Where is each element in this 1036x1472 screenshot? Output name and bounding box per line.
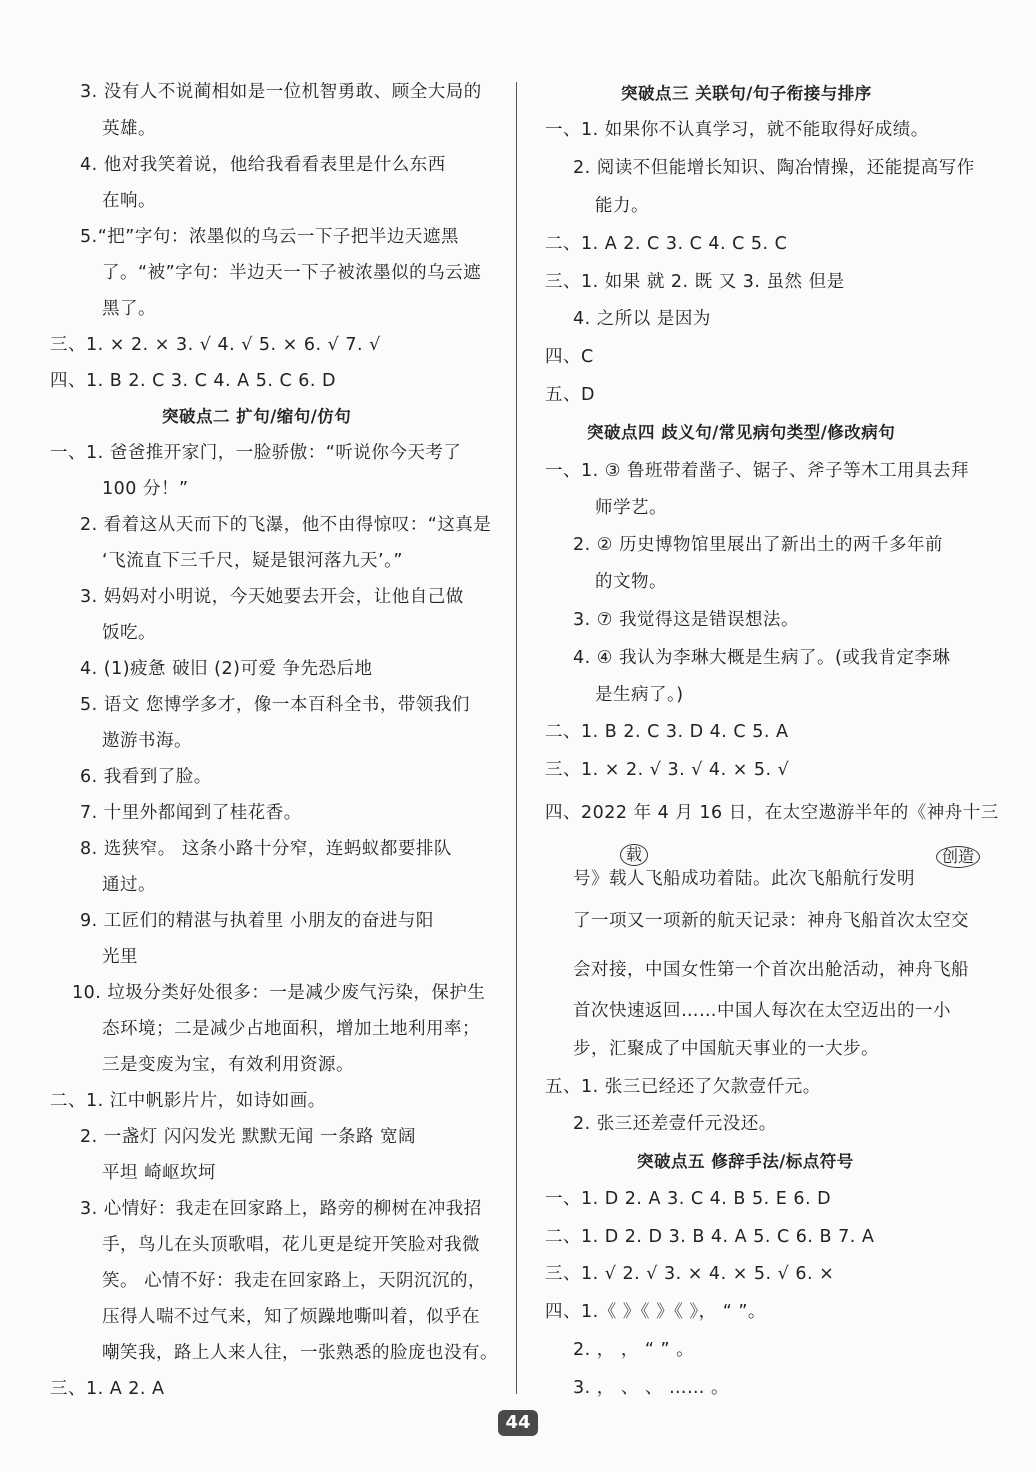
answer-line: 4. (1)疲惫 破旧 (2)可爱 争先恐后地 — [80, 659, 373, 679]
answer-line: 2. 阅读不但能增长知识、陶冶情操，还能提高写作 — [573, 158, 975, 178]
answer-line: 了一项又一项新的航天记录：神舟飞船首次太空交 — [573, 911, 969, 931]
answer-line: 黑了。 — [102, 299, 156, 319]
correction-chuangzao: 创造 — [936, 846, 980, 868]
answer-line: 二、1. 江中帆影片片，如诗如画。 — [50, 1091, 326, 1111]
answer-line: 8. 选狭窄。 这条小路十分窄，连蚂蚁都要排队 — [80, 839, 452, 859]
answer-line: 2. 看着这从天而下的飞瀑，他不由得惊叹：“这真是 — [80, 515, 492, 535]
answer-line: 四、1. B 2. C 3. C 4. A 5. C 6. D — [50, 371, 336, 391]
answer-line: 四、C — [545, 347, 594, 367]
answer-line: 三、1. × 2. √ 3. √ 4. × 5. √ — [545, 760, 790, 780]
answer-line: 5.“把”字句：浓墨似的乌云一下子把半边天遮黑 — [80, 227, 459, 247]
answer-line: 一、1. ③ 鲁班带着凿子、锯子、斧子等木工用具去拜 — [545, 461, 970, 481]
section-heading: 突破点五 修辞手法/标点符号 — [637, 1152, 854, 1171]
answer-line: 的文物。 — [595, 572, 667, 592]
answer-line: 三是变废为宝，有效利用资源。 — [102, 1055, 354, 1075]
answer-line: 通过。 — [102, 875, 156, 895]
answer-line: 饭吃。 — [102, 623, 156, 643]
answer-line: 光里 — [102, 947, 138, 967]
answer-line: 一、1. 爸爸推开家门，一脸骄傲：“听说你今天考了 — [50, 443, 462, 463]
answer-line: 10. 垃圾分类好处很多：一是减少废气污染，保护生 — [72, 983, 486, 1003]
answer-line: 9. 工匠们的精湛与执着里 小朋友的奋进与阳 — [80, 911, 434, 931]
answer-line: 压得人喘不过气来，知了烦躁地嘶叫着，似乎在 — [102, 1307, 480, 1327]
answer-line: 二、1. A 2. C 3. C 4. C 5. C — [545, 234, 788, 254]
answer-line: 英雄。 — [102, 119, 156, 139]
correction-zai: 载 — [620, 844, 648, 866]
answer-line: 7. 十里外都闻到了桂花香。 — [80, 803, 302, 823]
answer-line: 4. 之所以 是因为 — [573, 309, 711, 329]
answer-line: 首次快速返回……中国人每次在太空迈出的一小 — [573, 1001, 951, 1021]
answer-line: 100 分！” — [102, 479, 189, 499]
answer-line: 2. ， ， “ ” 。 — [573, 1340, 695, 1360]
answer-line: 二、1. B 2. C 3. D 4. C 5. A — [545, 722, 789, 742]
answer-line: 能力。 — [595, 196, 649, 216]
answer-line: 号》载人飞船成功着陆。此次飞船航行发明 — [573, 869, 915, 889]
answer-line: 遨游书海。 — [102, 731, 192, 751]
answer-line: ‘飞流直下三千尺，疑是银河落九天’。” — [102, 551, 403, 571]
answer-line: 4. ④ 我认为李琳大概是生病了。(或我肯定李琳 — [573, 648, 951, 668]
answer-line: 3. 妈妈对小明说，今天她要去开会，让他自己做 — [80, 587, 464, 607]
answer-line: 四、2022 年 4 月 16 日，在太空遨游半年的《神舟十三 — [545, 803, 999, 823]
answer-line: 嘲笑我，路上人来人往，一张熟悉的脸庞也没有。 — [102, 1343, 498, 1363]
answer-line: 5. 语文 您博学多才，像一本百科全书，带领我们 — [80, 695, 470, 715]
answer-line: 三、1. √ 2. √ 3. × 4. × 5. √ 6. × — [545, 1264, 835, 1284]
page-number: 44 — [498, 1410, 538, 1436]
answer-line: 了。“被”字句：半边天一下子被浓墨似的乌云遮 — [102, 263, 482, 283]
column-divider — [516, 82, 517, 1394]
answer-line: 在响。 — [102, 191, 156, 211]
answer-line: 二、1. D 2. D 3. B 4. A 5. C 6. B 7. A — [545, 1227, 875, 1247]
answer-line: 2. 张三还差壹仟元没还。 — [573, 1114, 777, 1134]
answer-line: 一、1. D 2. A 3. C 4. B 5. E 6. D — [545, 1189, 832, 1209]
answer-line: 师学艺。 — [595, 498, 667, 518]
answer-line: 2. ② 历史博物馆里展出了新出土的两千多年前 — [573, 535, 944, 555]
answer-line: 三、1. A 2. A — [50, 1379, 165, 1399]
answer-line: 3. ⑦ 我觉得这是错误想法。 — [573, 610, 800, 630]
answer-line: 手，鸟儿在头顶歌唱，花儿更是绽开笑脸对我微 — [102, 1235, 480, 1255]
answer-line: 3. ， 、 、 …… 。 — [573, 1378, 730, 1398]
answer-line: 3. 没有人不说蔺相如是一位机智勇敢、顾全大局的 — [80, 82, 482, 102]
section-heading: 突破点二 扩句/缩句/仿句 — [162, 407, 352, 426]
answer-line: 平坦 崎岖坎坷 — [102, 1163, 217, 1183]
answer-line: 6. 我看到了脸。 — [80, 767, 212, 787]
answer-line: 会对接，中国女性第一个首次出舱活动，神舟飞船 — [573, 960, 969, 980]
section-heading: 突破点三 关联句/句子衔接与排序 — [621, 84, 872, 103]
answer-line: 一、1. 如果你不认真学习，就不能取得好成绩。 — [545, 120, 929, 140]
answer-line: 三、1. × 2. × 3. √ 4. √ 5. × 6. √ 7. √ — [50, 335, 381, 355]
section-heading: 突破点四 歧义句/常见病句类型/修改病句 — [587, 423, 896, 442]
answer-line: 笑。 心情不好：我走在回家路上，天阴沉沉的， — [102, 1271, 487, 1291]
answer-line: 是生病了。) — [595, 685, 684, 705]
answer-line: 2. 一盏灯 闪闪发光 默默无闻 一条路 宽阔 — [80, 1127, 417, 1147]
answer-line: 五、1. 张三已经还了欠款壹仟元。 — [545, 1077, 821, 1097]
answer-line: 3. 心情好：我走在回家路上，路旁的柳树在冲我招 — [80, 1199, 482, 1219]
answer-line: 三、1. 如果 就 2. 既 又 3. 虽然 但是 — [545, 272, 845, 292]
answer-line: 五、D — [545, 385, 595, 405]
answer-line: 步，汇聚成了中国航天事业的一大步。 — [573, 1039, 879, 1059]
answer-line: 四、1.《 》《 》《 》， “ ”。 — [545, 1302, 766, 1322]
answer-line: 态环境；二是减少占地面积，增加土地利用率； — [102, 1019, 480, 1039]
answer-line: 4. 他对我笑着说，他给我看看表里是什么东西 — [80, 155, 446, 175]
